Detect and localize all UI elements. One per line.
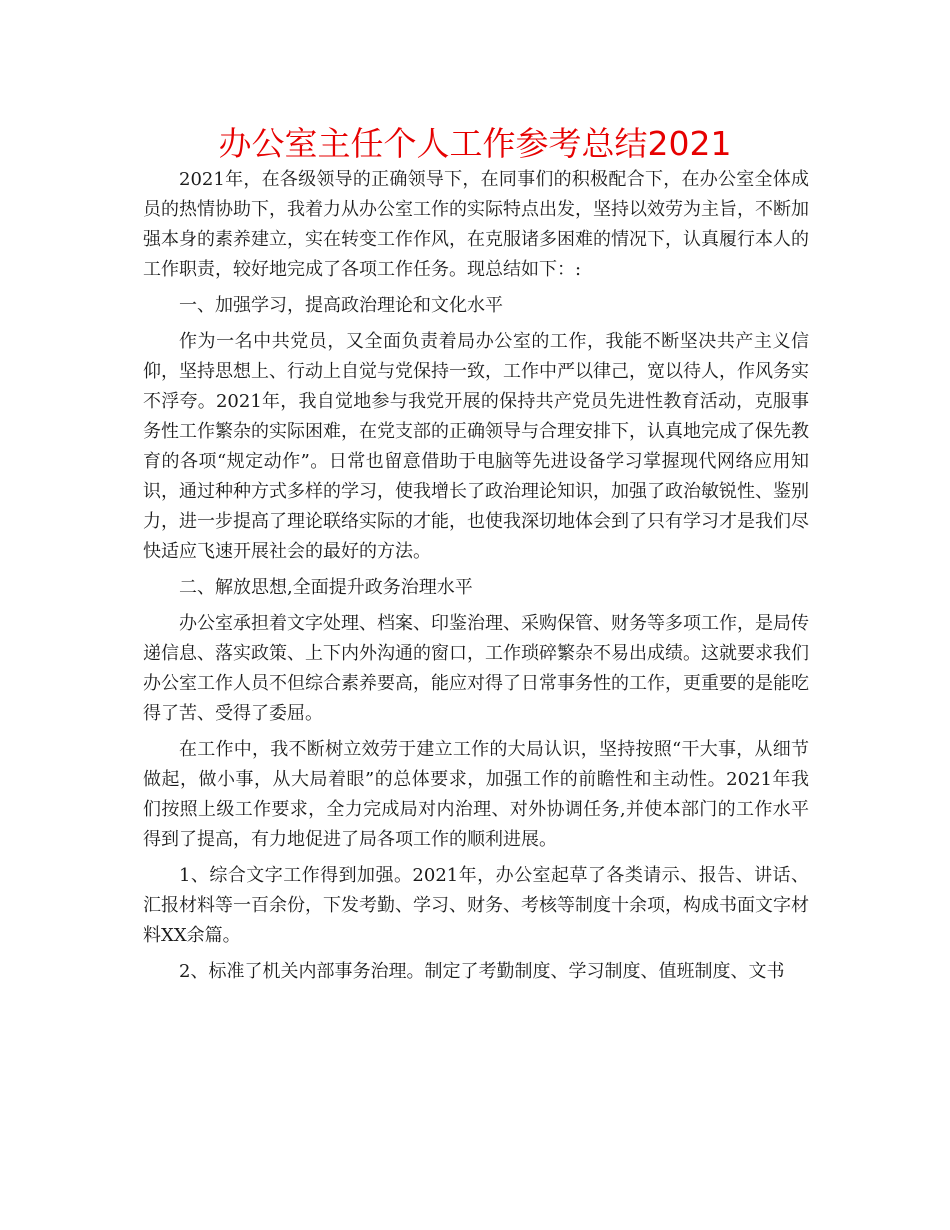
paragraph-study: 作为一名中共党员，又全面负责着局办公室的工作，我能不断坚决共产主义信仰，坚持思想上、行动上自觉与党保持一致，工作中严以律己，宽以待人，作风务实不浮夸。2021年，我自觉地参与我党开展的保持共产党员先进性教育活动，克服事务性工作繁杂的实际困难，在党支部的正确领导与合理安排下，认真地完成了保先教育的各项“规定动作”。日常也留意借助于电脑等先进设备学习掌握现代网络应用知识，通过种种方式多样的学习，使我增长了政治理论知识，加强了政治敏锐性、鉴别力，进一步提高了理论联络实际的才能，也使我深切地体会到了只有学习才是我们尽快适应飞速开展社会的最好的方法。 (143, 331, 809, 562)
paragraph-item-2: 2、标准了机关内部事务治理。制定了考勤制度、学习制度、值班制度、文书 (179, 961, 785, 982)
document-title: 办公室主任个人工作参考总结2021 (218, 124, 732, 163)
section-heading-1: 一、加强学习，提高政治理论和文化水平 (179, 295, 503, 316)
paragraph-office-duties: 办公室承担着文字处理、档案、印鉴治理、采购保管、财务等多项工作，是局传递信息、落实政策、上下内外沟通的窗口，工作琐碎繁杂不易出成绩。这就要求我们办公室工作人员不但综合素养要高，能应对得了日常事务性的工作，更重要的是能吃得了苦、受得了委屈。 (143, 613, 809, 724)
paragraph-intro: 2021年，在各级领导的正确领导下，在同事们的积极配合下，在办公室全体成员的热情协助下，我着力从办公室工作的实际特点出发，坚持以效劳为主旨，不断加强本身的素养建立，实在转变工作作风，在克服诸多困难的情况下，认真履行本人的工作职责，较好地完成了各项工作任务。现总结如下：: (143, 169, 809, 280)
paragraph-item-1: 1、综合文字工作得到加强。2021年，办公室起草了各类请示、报告、讲话、汇报材料等一百余份，下发考勤、学习、财务、考核等制度十余项，构成书面文字材料XX余篇。 (143, 865, 809, 946)
section-heading-2: 二、解放思想,全面提升政务治理水平 (179, 577, 473, 598)
paragraph-work-approach: 在工作中，我不断树立效劳于建立工作的大局认识，坚持按照“干大事，从细节做起，做小事，从大局着眼”的总体要求，加强工作的前瞻性和主动性。2021年我们按照上级工作要求，全力完成局对内治理、对外协调任务,并使本部门的工作水平得到了提高，有力地促进了局各项工作的顺利进展。 (143, 739, 809, 850)
document-body (143, 165, 809, 993)
